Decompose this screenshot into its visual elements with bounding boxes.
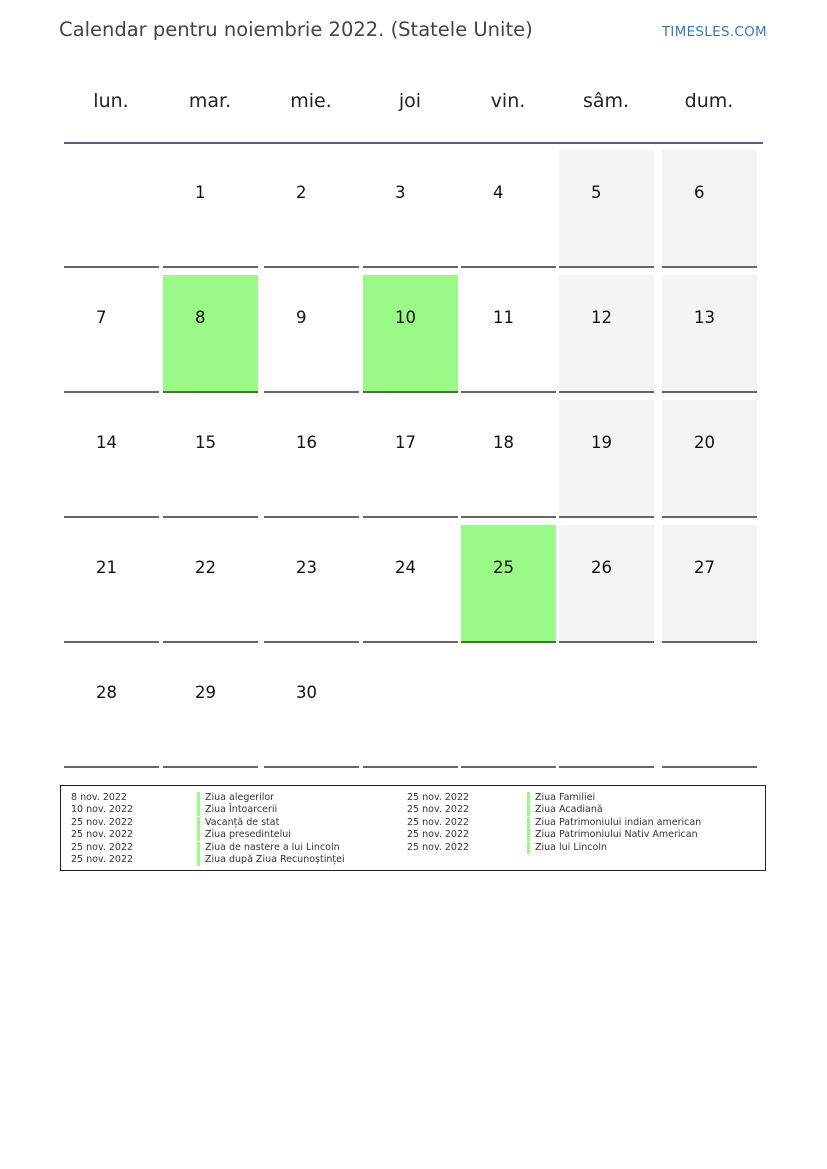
- weekday-5: sâm.: [582, 90, 630, 112]
- weekday-1: mar.: [188, 90, 232, 112]
- day-number: 9: [296, 308, 307, 327]
- weekday-3: joi: [398, 90, 422, 112]
- legend-date: 25 nov. 2022: [407, 792, 470, 803]
- legend-holiday-name: Ziua de nastere a lui Lincoln: [205, 841, 340, 853]
- day-cell-2[interactable]: [264, 150, 359, 268]
- day-number: 22: [195, 558, 216, 577]
- day-cell-4[interactable]: [461, 150, 556, 268]
- legend-color-marker: [527, 792, 530, 804]
- weekday-6: dum.: [684, 90, 734, 112]
- legend-color-marker: [197, 804, 200, 816]
- day-cell-9[interactable]: [264, 275, 359, 393]
- empty-cell: [461, 650, 556, 768]
- empty-cell: [662, 650, 757, 768]
- day-cell-15[interactable]: [163, 400, 258, 518]
- day-cell-10[interactable]: [363, 275, 458, 393]
- empty-cell: [64, 150, 159, 268]
- day-cell-14[interactable]: [64, 400, 159, 518]
- day-cell-22[interactable]: [163, 525, 258, 643]
- legend-date: 25 nov. 2022: [71, 816, 134, 828]
- day-cell-1[interactable]: [163, 150, 258, 268]
- day-number: 27: [694, 558, 715, 577]
- legend-holiday-name: Ziua Patrimoniului Nativ American: [535, 829, 698, 841]
- day-cell-8[interactable]: [163, 275, 258, 393]
- legend-date: 10 nov. 2022: [71, 804, 134, 816]
- legend-date: 25 nov. 2022: [407, 804, 470, 816]
- day-number: 2: [296, 183, 307, 202]
- day-number: 29: [195, 683, 216, 702]
- day-number: 13: [694, 308, 715, 327]
- weekday-4: vin.: [490, 90, 526, 112]
- day-cell-19[interactable]: [559, 400, 654, 518]
- day-number: 21: [96, 558, 117, 577]
- day-number: 6: [694, 183, 705, 202]
- legend-holiday-name: Ziua alegerilor: [205, 792, 275, 803]
- day-number: 24: [395, 558, 416, 577]
- legend-holiday-name: Vacanță de stat: [205, 816, 280, 828]
- empty-cell: [559, 650, 654, 768]
- legend-holiday-name: Ziua Întoarcerii: [205, 804, 278, 816]
- day-cell-6[interactable]: [662, 150, 757, 268]
- day-number: 18: [493, 433, 514, 452]
- legend-holiday-name: Ziua lui Lincoln: [535, 841, 607, 853]
- day-number: 26: [591, 558, 612, 577]
- legend-date: 25 nov. 2022: [71, 829, 134, 841]
- legend-color-marker: [527, 842, 530, 854]
- legend-color-marker: [527, 804, 530, 816]
- legend-date: 8 nov. 2022: [71, 792, 127, 803]
- day-number: 25: [493, 558, 514, 577]
- legend-color-marker: [197, 817, 200, 829]
- day-number: 3: [395, 183, 406, 202]
- day-number: 30: [296, 683, 317, 702]
- legend-holiday-name: Ziua după Ziua Recunoștinței: [205, 854, 345, 865]
- day-number: 11: [493, 308, 514, 327]
- day-cell-28[interactable]: [64, 650, 159, 768]
- day-cell-29[interactable]: [163, 650, 258, 768]
- day-number: 15: [195, 433, 216, 452]
- day-number: 5: [591, 183, 602, 202]
- brand-link[interactable]: TIMESLES.COM: [661, 24, 767, 40]
- legend-holiday-name: Ziua Patrimoniului indian american: [535, 816, 702, 828]
- day-cell-13[interactable]: [662, 275, 757, 393]
- day-cell-18[interactable]: [461, 400, 556, 518]
- day-number: 14: [96, 433, 117, 452]
- day-cell-21[interactable]: [64, 525, 159, 643]
- day-cell-25[interactable]: [461, 525, 556, 643]
- day-number: 8: [195, 308, 206, 327]
- day-number: 1: [195, 183, 206, 202]
- day-cell-17[interactable]: [363, 400, 458, 518]
- weekday-0: lun.: [93, 90, 129, 112]
- day-cell-5[interactable]: [559, 150, 654, 268]
- header-divider: [64, 142, 763, 144]
- day-cell-11[interactable]: [461, 275, 556, 393]
- legend-date: 25 nov. 2022: [407, 829, 470, 841]
- legend-date: 25 nov. 2022: [407, 816, 470, 828]
- legend-holiday-name: Ziua Acadiană: [535, 804, 603, 816]
- day-cell-27[interactable]: [662, 525, 757, 643]
- weekday-2: mie.: [290, 90, 332, 112]
- empty-cell: [363, 650, 458, 768]
- day-cell-20[interactable]: [662, 400, 757, 518]
- legend-holiday-name: Ziua Familiei: [535, 792, 596, 803]
- legend-date: 25 nov. 2022: [71, 854, 134, 865]
- legend-color-marker: [527, 829, 530, 841]
- day-number: 20: [694, 433, 715, 452]
- legend-color-marker: [197, 792, 200, 804]
- holiday-legend: [60, 785, 766, 871]
- day-cell-12[interactable]: [559, 275, 654, 393]
- day-cell-30[interactable]: [264, 650, 359, 768]
- day-number: 23: [296, 558, 317, 577]
- day-cell-26[interactable]: [559, 525, 654, 643]
- legend-date: 25 nov. 2022: [407, 841, 470, 853]
- legend-date: 25 nov. 2022: [71, 841, 134, 853]
- day-number: 19: [591, 433, 612, 452]
- page-title: Calendar pentru noiembrie 2022. (Statele Unite): [59, 18, 533, 41]
- weekday-header-row: [64, 90, 763, 120]
- day-number: 16: [296, 433, 317, 452]
- legend-color-marker: [197, 854, 200, 866]
- day-number: 28: [96, 683, 117, 702]
- day-number: 17: [395, 433, 416, 452]
- day-number: 4: [493, 183, 504, 202]
- day-cell-23[interactable]: [264, 525, 359, 643]
- legend-color-marker: [197, 842, 200, 854]
- day-number: 12: [591, 308, 612, 327]
- day-cell-24[interactable]: [363, 525, 458, 643]
- day-number: 7: [96, 308, 107, 327]
- day-cell-3[interactable]: [363, 150, 458, 268]
- day-number: 10: [395, 308, 416, 327]
- day-cell-16[interactable]: [264, 400, 359, 518]
- legend-color-marker: [197, 829, 200, 841]
- legend-color-marker: [527, 817, 530, 829]
- day-cell-7[interactable]: [64, 275, 159, 393]
- legend-holiday-name: Ziua presedintelui: [205, 829, 291, 841]
